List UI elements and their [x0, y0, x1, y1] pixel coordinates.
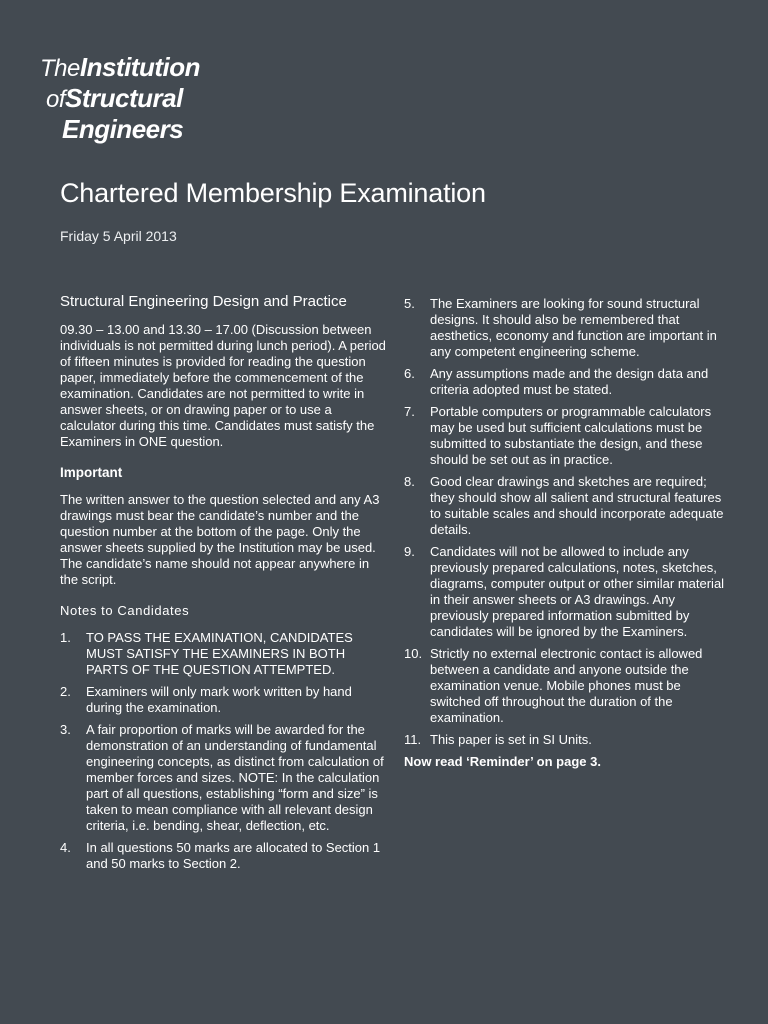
note-text: Any assumptions made and the design data and criteria adopted must be stated. — [430, 366, 709, 397]
notes-list-right — [404, 296, 734, 748]
note-item — [404, 296, 734, 360]
note-text: This paper is set in SI Units. — [430, 732, 592, 747]
note-text: Candidates will not be allowed to include any previously prepared calculations, notes, sketches, diagrams, computer output or other similar material in their answer sheets or A3 drawings. Any previously prepared information submitted by candidates will be ignored by the Examiners. — [430, 544, 725, 639]
logo-line-2: ofStructural — [46, 83, 183, 113]
note-item — [60, 684, 390, 716]
exam-date: Friday 5 April 2013 — [60, 228, 177, 244]
note-number: 9. — [404, 544, 415, 559]
logo-line-1: TheInstitution — [40, 52, 200, 82]
reminder-text: Now read ‘Reminder’ on page 3. — [404, 754, 601, 769]
note-item — [60, 630, 390, 678]
note-number: 11. — [404, 732, 422, 747]
note-item — [404, 544, 734, 640]
note-item — [404, 646, 734, 726]
note-number: 4. — [60, 840, 71, 855]
note-number: 1. — [60, 630, 71, 645]
note-item — [60, 840, 390, 872]
note-text: TO PASS THE EXAMINATION, CANDIDATES MUST SATISFY THE EXAMINERS IN BOTH PARTS OF THE QUESTION ATTEMPTED. — [86, 630, 353, 677]
note-number: 8. — [404, 474, 415, 489]
section-title: Structural Engineering Design and Practice — [60, 293, 347, 310]
left-column — [60, 293, 390, 878]
note-number: 7. — [404, 404, 415, 419]
important-heading: Important — [60, 465, 123, 480]
important-text: The written answer to the question selected and any A3 drawings must bear the candidate’s number and the question number at the bottom of the page. Only the answer sheets supplied by the Institution may be used. The candidate’s name should not appear anywhere in the script. — [60, 492, 380, 587]
note-number: 5. — [404, 296, 415, 311]
notes-list-left — [60, 630, 390, 872]
note-text: Good clear drawings and sketches are required; they should show all salient and structural features to suitable scales and should incorporate adequate details. — [430, 474, 724, 537]
page-title: Chartered Membership Examination — [60, 178, 486, 208]
note-item — [404, 732, 734, 748]
note-text: A fair proportion of marks will be awarded for the demonstration of an understanding of fundamental engineering concepts, as distinct from calculation of member forces and sizes. NOTE: In the calculation part of all questions, establishing “form and size” is taken to mean compliance with all relevant design criteria, i.e. bending, shear, deflection, etc. — [86, 722, 384, 833]
note-text: Portable computers or programmable calculators may be used but sufficient calculations must be submitted to substantiate the design, and these should be set out as in practice. — [430, 404, 712, 467]
note-item — [404, 474, 734, 538]
note-number: 6. — [404, 366, 415, 381]
note-text: The Examiners are looking for sound structural designs. It should also be remembered that aesthetics, economy and function are important in any competent engineering scheme. — [430, 296, 717, 359]
institution-logo — [40, 54, 200, 147]
note-number: 3. — [60, 722, 71, 737]
note-item — [404, 366, 734, 398]
note-item — [404, 404, 734, 468]
section-intro: 09.30 – 13.00 and 13.30 – 17.00 (Discussion between individuals is not permitted during lunch period). A period of fifteen minutes is provided for reading the question paper, immediately before the commencement of the examination. Candidates are not permitted to write in answer sheets, or on drawing paper or to use a calculator during this time. Candidates must satisfy the Examiners in ONE question. — [60, 322, 386, 449]
note-item — [60, 722, 390, 834]
note-number: 2. — [60, 684, 71, 699]
note-text: In all questions 50 marks are allocated to Section 1 and 50 marks to Section 2. — [86, 840, 381, 871]
note-text: Examiners will only mark work written by hand during the examination. — [86, 684, 352, 715]
right-column — [404, 296, 734, 769]
logo-line-3: Engineers — [62, 114, 184, 144]
notes-heading: Notes to Candidates — [60, 603, 190, 618]
note-text: Strictly no external electronic contact is allowed between a candidate and anyone outside the examination venue. Mobile phones must be switched off throughout the duration of the examination. — [430, 646, 703, 725]
note-number: 10. — [404, 646, 423, 661]
